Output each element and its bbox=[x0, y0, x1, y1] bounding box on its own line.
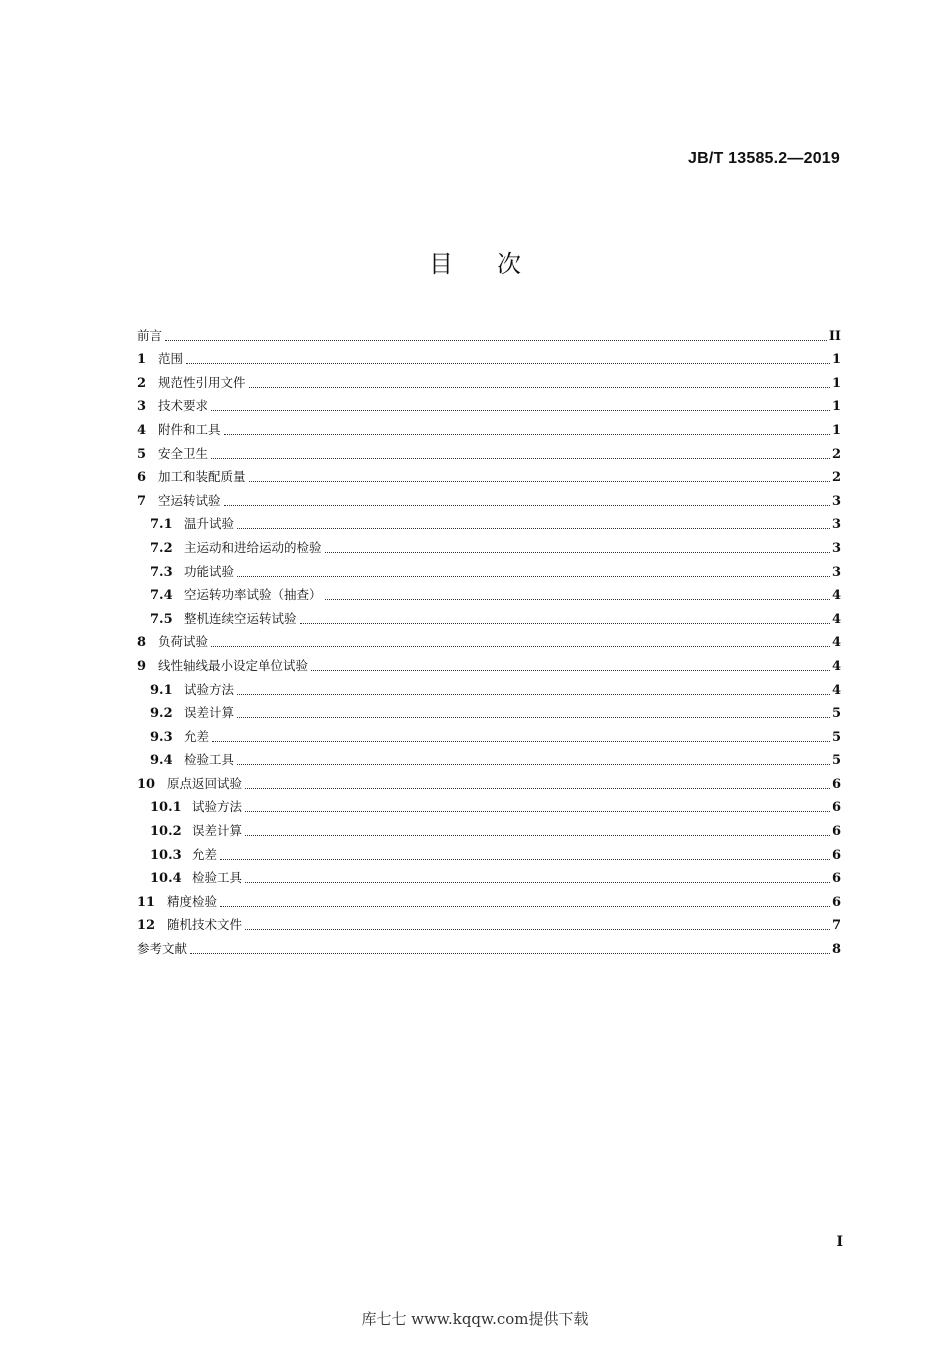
toc-dot-leader bbox=[237, 763, 830, 765]
toc-entry-number: 10.3 bbox=[150, 847, 182, 863]
toc-entry-page: 6 bbox=[831, 847, 841, 863]
toc-entry[interactable] bbox=[137, 792, 841, 816]
toc-entry-label: 检验工具 bbox=[192, 870, 243, 886]
toc-entry[interactable] bbox=[137, 462, 841, 486]
toc-entry[interactable] bbox=[137, 556, 841, 580]
toc-entry-page: 4 bbox=[831, 658, 841, 674]
toc-entry-number: 7.2 bbox=[150, 540, 173, 556]
toc-entry-number: 3 bbox=[137, 399, 147, 415]
toc-entry-number: 7.3 bbox=[150, 564, 173, 580]
toc-entry-label: 主运动和进给运动的检验 bbox=[184, 539, 322, 555]
toc-entry-label: 前言 bbox=[137, 327, 163, 343]
toc-entry-page: 3 bbox=[831, 517, 841, 533]
toc-entry-number: 9.4 bbox=[150, 753, 173, 769]
toc-entry-page: 2 bbox=[831, 446, 841, 462]
toc-entry-number: 12 bbox=[137, 918, 156, 934]
toc-entry[interactable] bbox=[137, 367, 841, 391]
toc-entry[interactable] bbox=[137, 438, 841, 462]
toc-entry-number: 6 bbox=[137, 470, 147, 486]
toc-entry-number: 10.4 bbox=[150, 871, 182, 887]
toc-dot-leader bbox=[237, 693, 830, 695]
toc-dot-leader bbox=[325, 598, 830, 600]
toc-entry-page: 6 bbox=[831, 871, 841, 887]
toc-entry-page: 3 bbox=[831, 493, 841, 509]
toc-entry-number: 1 bbox=[137, 352, 147, 368]
page-number: I bbox=[836, 1234, 843, 1250]
toc-dot-leader bbox=[186, 362, 830, 364]
toc-dot-leader bbox=[220, 905, 830, 907]
toc-dot-leader bbox=[211, 409, 830, 411]
toc-dot-leader bbox=[165, 339, 827, 341]
toc-entry-label: 空运转功率试验（抽查） bbox=[184, 587, 322, 603]
toc-entry-label: 整机连续空运转试验 bbox=[184, 610, 297, 626]
toc-entry-page: 4 bbox=[831, 682, 841, 698]
toc-dot-leader bbox=[212, 740, 830, 742]
toc-entry-label: 范围 bbox=[158, 351, 184, 367]
toc-entry[interactable] bbox=[137, 815, 841, 839]
toc-entry-number: 10.1 bbox=[150, 800, 182, 816]
toc-entry-number: 7 bbox=[137, 493, 147, 509]
toc-entry[interactable] bbox=[137, 509, 841, 533]
toc-entry[interactable] bbox=[137, 603, 841, 627]
toc-dot-leader bbox=[190, 952, 830, 954]
toc-entry-label: 检验工具 bbox=[184, 752, 235, 768]
toc-dot-leader bbox=[211, 645, 830, 647]
standard-code: JB/T 13585.2—2019 bbox=[688, 150, 840, 167]
toc-entry-label: 随机技术文件 bbox=[167, 917, 243, 933]
toc-dot-leader bbox=[237, 575, 830, 577]
toc-entry-label: 误差计算 bbox=[184, 705, 235, 721]
toc-entry[interactable] bbox=[137, 674, 841, 698]
toc-entry[interactable] bbox=[137, 414, 841, 438]
toc-entry-label: 试验方法 bbox=[184, 681, 235, 697]
toc-entry-number: 5 bbox=[137, 446, 147, 462]
toc-entry[interactable] bbox=[137, 745, 841, 769]
toc-dot-leader bbox=[311, 669, 830, 671]
toc-entry-label: 试验方法 bbox=[192, 799, 243, 815]
toc-entry-page: 4 bbox=[831, 588, 841, 604]
toc-dot-leader bbox=[237, 716, 830, 718]
toc-entry[interactable] bbox=[137, 344, 841, 368]
toc-entry-page: II bbox=[828, 328, 841, 344]
toc-entry-page: 5 bbox=[831, 753, 841, 769]
toc-entry-number: 7.4 bbox=[150, 588, 173, 604]
toc-entry-page: 4 bbox=[831, 611, 841, 627]
toc-entry[interactable] bbox=[137, 768, 841, 792]
toc-dot-leader bbox=[224, 504, 830, 506]
toc-entry-number: 4 bbox=[137, 422, 147, 438]
toc-entry[interactable] bbox=[137, 650, 841, 674]
toc-entry-page: 1 bbox=[831, 399, 841, 415]
toc-entry[interactable] bbox=[137, 933, 841, 957]
toc-entry[interactable] bbox=[137, 721, 841, 745]
toc-entry-page: 1 bbox=[831, 375, 841, 391]
toc-entry-number: 9 bbox=[137, 658, 147, 674]
toc-entry[interactable] bbox=[137, 320, 841, 344]
toc-entry[interactable] bbox=[137, 910, 841, 934]
table-of-contents bbox=[137, 320, 841, 957]
toc-entry-label: 参考文献 bbox=[137, 941, 188, 957]
toc-entry-page: 1 bbox=[831, 352, 841, 368]
toc-entry-label: 安全卫生 bbox=[158, 445, 209, 461]
toc-entry-page: 3 bbox=[831, 540, 841, 556]
toc-entry-number: 9.3 bbox=[150, 729, 173, 745]
toc-entry-label: 温升试验 bbox=[184, 516, 235, 532]
toc-entry-page: 3 bbox=[831, 564, 841, 580]
toc-entry-number: 9.1 bbox=[150, 682, 173, 698]
toc-entry-number: 10.2 bbox=[150, 824, 182, 840]
toc-entry-label: 加工和装配质量 bbox=[158, 469, 246, 485]
toc-entry-page: 6 bbox=[831, 800, 841, 816]
toc-entry-label: 精度检验 bbox=[167, 893, 218, 909]
toc-entry-label: 线性轴线最小设定单位试验 bbox=[158, 657, 309, 673]
toc-dot-leader bbox=[220, 858, 830, 860]
toc-entry[interactable] bbox=[137, 886, 841, 910]
toc-entry-number: 7.5 bbox=[150, 611, 173, 627]
toc-entry-label: 允差 bbox=[192, 846, 218, 862]
toc-dot-leader bbox=[249, 480, 830, 482]
toc-entry-label: 空运转试验 bbox=[158, 492, 221, 508]
toc-dot-leader bbox=[245, 810, 830, 812]
toc-entry-label: 功能试验 bbox=[184, 563, 235, 579]
toc-entry[interactable] bbox=[137, 863, 841, 887]
toc-entry-page: 6 bbox=[831, 894, 841, 910]
toc-entry-page: 5 bbox=[831, 729, 841, 745]
toc-entry-number: 8 bbox=[137, 635, 147, 651]
toc-entry-number: 11 bbox=[137, 894, 156, 910]
page-title: 目次 bbox=[429, 250, 565, 278]
toc-entry-number: 10 bbox=[137, 776, 156, 792]
toc-entry-label: 附件和工具 bbox=[158, 421, 221, 437]
toc-entry-number: 9.2 bbox=[150, 706, 173, 722]
toc-entry-number: 2 bbox=[137, 375, 147, 391]
toc-dot-leader bbox=[325, 551, 830, 553]
toc-entry-page: 6 bbox=[831, 776, 841, 792]
toc-entry-label: 误差计算 bbox=[192, 823, 243, 839]
toc-entry[interactable] bbox=[137, 839, 841, 863]
toc-entry[interactable] bbox=[137, 485, 841, 509]
toc-dot-leader bbox=[300, 622, 830, 624]
toc-dot-leader bbox=[245, 787, 830, 789]
toc-entry[interactable] bbox=[137, 532, 841, 556]
toc-dot-leader bbox=[245, 928, 830, 930]
toc-entry-label: 负荷试验 bbox=[158, 634, 209, 650]
toc-dot-leader bbox=[249, 386, 830, 388]
toc-entry[interactable] bbox=[137, 391, 841, 415]
toc-dot-leader bbox=[211, 457, 830, 459]
toc-entry[interactable] bbox=[137, 698, 841, 722]
toc-entry-page: 5 bbox=[831, 706, 841, 722]
toc-dot-leader bbox=[224, 433, 830, 435]
toc-entry[interactable] bbox=[137, 627, 841, 651]
toc-entry-page: 2 bbox=[831, 470, 841, 486]
toc-entry-page: 8 bbox=[831, 942, 841, 958]
toc-entry-page: 7 bbox=[831, 918, 841, 934]
toc-entry-label: 技术要求 bbox=[158, 398, 209, 414]
toc-entry-number: 7.1 bbox=[150, 517, 173, 533]
toc-entry-label: 允差 bbox=[184, 728, 210, 744]
download-footer: 库七七 www.kqqw.com提供下载 bbox=[361, 1310, 589, 1328]
toc-entry-label: 规范性引用文件 bbox=[158, 374, 246, 390]
toc-dot-leader bbox=[237, 527, 830, 529]
toc-entry-label: 原点返回试验 bbox=[167, 775, 243, 791]
toc-entry-page: 4 bbox=[831, 635, 841, 651]
toc-entry-page: 1 bbox=[831, 422, 841, 438]
toc-dot-leader bbox=[245, 881, 830, 883]
toc-entry[interactable] bbox=[137, 580, 841, 604]
toc-entry-page: 6 bbox=[831, 824, 841, 840]
toc-dot-leader bbox=[245, 834, 830, 836]
